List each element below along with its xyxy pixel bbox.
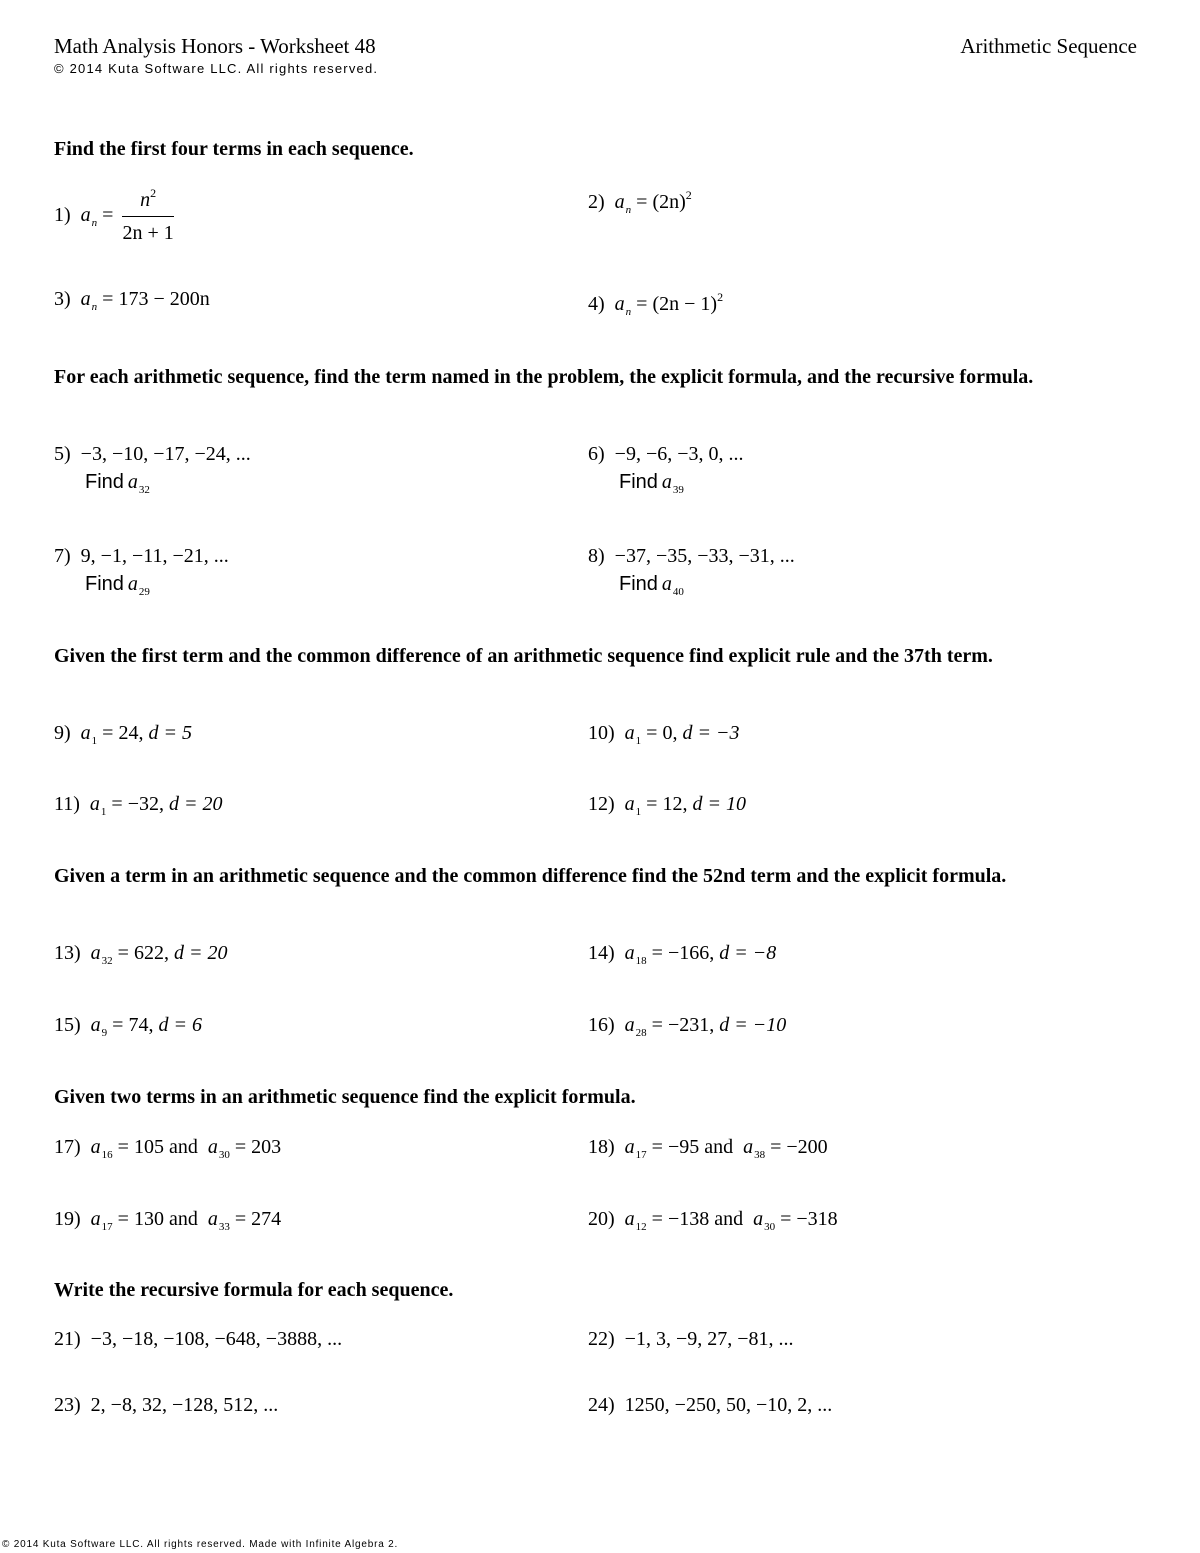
problem-3: 3) $a_n = 173 - 200n$ xyxy=(54,288,210,313)
problem-24: 24) 1250, −250, 50, −10, 2, ... xyxy=(588,1394,833,1416)
problem-22: 22) −1, 3, −9, 27, −81, ... xyxy=(588,1328,794,1350)
problem-14: 14) $a_{18} = -166$, d = −8 xyxy=(588,942,777,967)
problem-6: 6) −9, −6, −3, 0, ... Find $a_{39}$ xyxy=(588,443,744,496)
problem-16: 16) $a_{28} = -231$, d = −10 xyxy=(588,1014,787,1039)
section-instruction-5: Given two terms in an arithmetic sequence find the explicit formula. xyxy=(54,1086,636,1108)
problem-23: 23) 2, −8, 32, −128, 512, ... xyxy=(54,1394,279,1416)
problem-7: 7) 9, −1, −11, −21, ... Find $a_{29}$ xyxy=(54,545,229,598)
problem-20: 20) $a_{12} = -138$ and $a_{30} = -318$ xyxy=(588,1208,838,1233)
problem-18: 18) $a_{17} = -95$ and $a_{38} = -200$ xyxy=(588,1136,828,1161)
section-instruction-3: Given the first term and the common difference of an arithmetic sequence find explicit rule and the 37th term. xyxy=(54,645,993,667)
section-instruction-1: Find the first four terms in each sequence. xyxy=(54,138,414,160)
section-instruction-2: For each arithmetic sequence, find the term named in the problem, the explicit formula, and the recursive formula. xyxy=(54,366,1034,388)
problem-8: 8) −37, −35, −33, −31, ... Find $a_{40}$ xyxy=(588,545,795,598)
problem-17: 17) $a_{16} = 105$ and $a_{30} = 203$ xyxy=(54,1136,282,1161)
section-instruction-6: Write the recursive formula for each sequence. xyxy=(54,1279,454,1301)
problem-19: 19) $a_{17} = 130$ and $a_{33} = 274$ xyxy=(54,1208,282,1233)
problem-9: 9) $a_1 = 24$, d = 5 xyxy=(54,722,192,747)
problem-13: 13) $a_{32} = 622$, d = 20 xyxy=(54,942,228,967)
problem-10: 10) $a_1 = 0$, d = −3 xyxy=(588,722,740,747)
copyright-notice: © 2014 Kuta Software LLC. All rights reserved. xyxy=(54,61,379,76)
worksheet-title: Math Analysis Honors - Worksheet 48 xyxy=(54,34,376,58)
problem-1: 1) $a_n$ = $\frac{n^2}{2n + 1}$ xyxy=(54,186,174,244)
problem-15: 15) $a_9 = 74$, d = 6 xyxy=(54,1014,202,1039)
problem-2: 2) $a_n = (2n)^2$ xyxy=(588,188,692,216)
fraction: $\frac{n^2}{2n + 1}$ xyxy=(122,186,174,244)
footer-copyright: © 2014 Kuta Software LLC. All rights reserved. Made with Infinite Algebra 2. xyxy=(2,1539,399,1550)
problem-4: 4) $a_n = (2n - 1)^2$ xyxy=(588,290,724,318)
problem-11: 11) $a_1 = -32$, d = 20 xyxy=(54,793,223,818)
problem-21: 21) −3, −18, −108, −648, −3888, ... xyxy=(54,1328,343,1350)
problem-5: 5) −3, −10, −17, −24, ... Find $a_{32}$ xyxy=(54,443,251,496)
section-instruction-4: Given a term in an arithmetic sequence and the common difference find the 52nd term and the explicit formula. xyxy=(54,865,1007,887)
problem-12: 12) $a_1 = 12$, d = 10 xyxy=(588,793,746,818)
worksheet-topic: Arithmetic Sequence xyxy=(960,34,1137,58)
